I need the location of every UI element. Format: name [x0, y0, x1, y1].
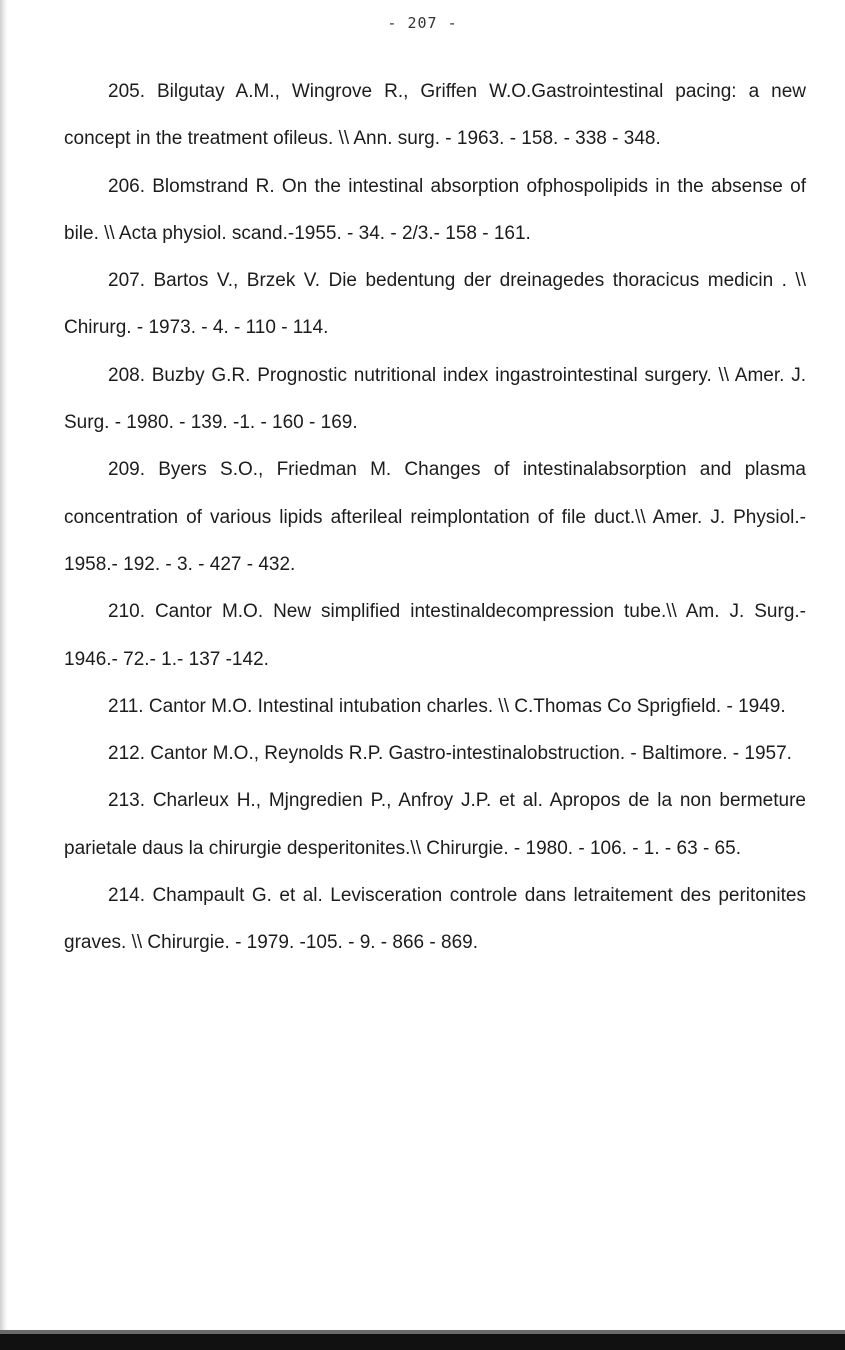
reference-entry-211: 211. Cantor M.O. Intestinal intubation charles. \\ C.Thomas Co Sprigfield. - 1949.: [108, 695, 786, 717]
reference-entry-213: 213. Charleux H., Mjngredien P., Anfroy J.P. et al. Apropos de la non bermeture parietale daus la chirurgie desperitonites.\\ Chirurgie. - 1980. - 106. - 1. - 63 - 65.: [64, 790, 806, 859]
reference-entry-205: 205. Bilgutay A.M., Wingrove R., Griffen W.O.Gastrointestinal pacing: a new concept in the treatment ofileus. \\ Ann. surg. - 1963. - 158. - 338 - 348.: [64, 81, 806, 150]
reference-entry-206: 206. Blomstrand R. On the intestinal absorption ofphospolipids in the absense of bile. \\ Acta physiol. scand.-1955. - 34. - 2/3.- 158 - 161.: [64, 175, 806, 244]
reference-list: [64, 68, 806, 967]
reference-entry-210: 210. Cantor M.O. New simplified intestinaldecompression tube.\\ Am. J. Surg.- 1946.- 72.- 1.- 137 -142.: [64, 601, 806, 670]
reference-entry-212: 212. Cantor M.O., Reynolds R.P. Gastro-intestinalobstruction. - Baltimore. - 1957.: [108, 743, 792, 765]
reference-entry-207: 207. Bartos V., Brzek V. Die bedentung der dreinagedes thoracicus medicin . \\ Chirurg. - 1973. - 4. - 110 - 114.: [64, 270, 806, 339]
page-number: - 207 -: [387, 14, 458, 32]
reference-entry-208: 208. Buzby G.R. Prognostic nutritional index ingastrointestinal surgery. \\ Amer. J. Surg. - 1980. - 139. -1. - 160 - 169.: [64, 364, 806, 434]
scan-left-edge-shadow: [0, 0, 8, 1350]
scan-bottom-edge-bar: [0, 1334, 845, 1350]
reference-entry-209: 209. Byers S.O., Friedman M. Changes of intestinalabsorption and plasma concentration of various lipids afterileal reimplontation of file duct.\\ Amer. J. Physiol.- 1958.- 192. - 3. - 427 - 432.: [64, 459, 806, 575]
reference-entry-214: 214. Champault G. et al. Levisceration controle dans letraitement des peritonites graves. \\ Chirurgie. - 1979. -105. - 9. - 866 - 869.: [64, 885, 806, 954]
